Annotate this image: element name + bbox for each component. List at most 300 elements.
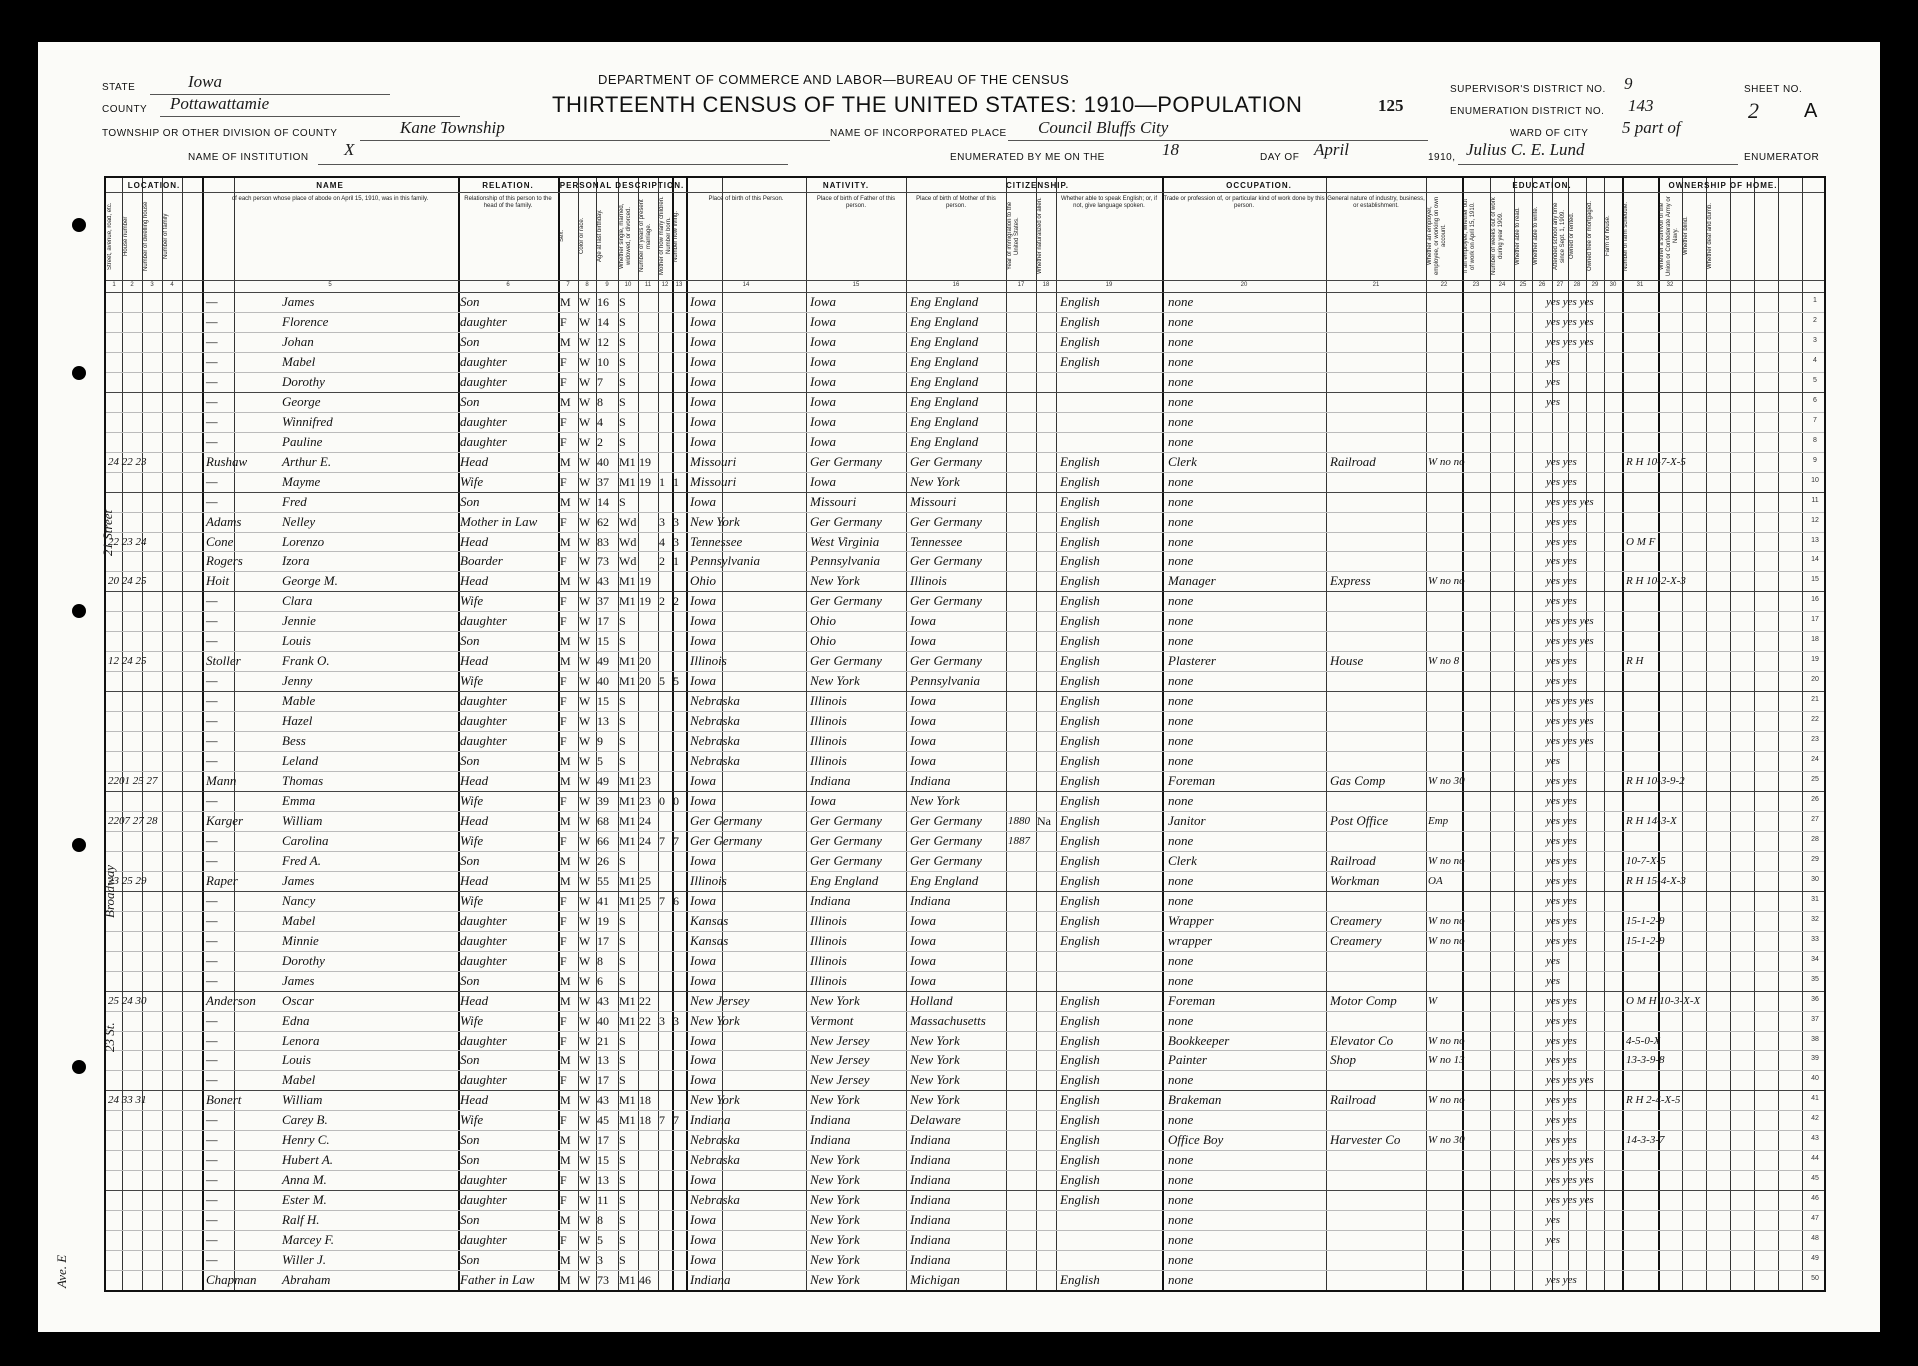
- cell-edu: yes yes: [1546, 894, 1577, 907]
- cell-living: 7: [673, 833, 679, 848]
- cell-age: 37: [597, 474, 609, 489]
- cell-occ: Foreman: [1168, 773, 1216, 789]
- binder-hole: [72, 838, 86, 852]
- column-header: Sex.: [559, 230, 565, 243]
- cell-age: 5: [597, 1233, 603, 1248]
- row-number: 48: [1811, 1235, 1819, 1243]
- cell-pobm: Iowa: [910, 733, 936, 749]
- cell-pobm: Indiana: [910, 1212, 951, 1228]
- column-header: Number of weeks out of work during year 1909.: [1491, 197, 1504, 275]
- cell-sex: M: [560, 454, 571, 469]
- cell-given: Izora: [282, 553, 310, 569]
- cell-race: W: [579, 634, 591, 649]
- cell-lang: English: [1060, 1152, 1100, 1168]
- cell-yrs: 19: [639, 454, 651, 469]
- cell-own: 15-1-2-9: [1626, 914, 1665, 927]
- cell-sex: F: [560, 1173, 567, 1188]
- cell-given: William: [282, 1092, 323, 1108]
- cell-yrs: 23: [639, 794, 651, 808]
- cell-occ: Manager: [1168, 573, 1216, 589]
- cell-occ: none: [1168, 313, 1194, 329]
- cell-surname: —: [206, 693, 218, 709]
- cell-lang: English: [1060, 912, 1100, 928]
- cell-sex: F: [560, 913, 567, 928]
- cell-race: W: [579, 1153, 591, 1168]
- cell-race: W: [579, 474, 591, 489]
- cell-occ: Office Boy: [1168, 1132, 1224, 1148]
- cell-rel: daughter: [460, 733, 507, 749]
- cell-race: W: [579, 295, 591, 309]
- cell-edu: yes yes yes: [1546, 315, 1594, 328]
- cell-rel: Son: [460, 1052, 480, 1068]
- cell-occ: none: [1168, 533, 1194, 549]
- cell-race: W: [579, 594, 591, 609]
- column-header: Whether naturalized or alien.: [1037, 197, 1043, 275]
- column-divider: [1462, 178, 1464, 1290]
- cell-rel: Head: [460, 992, 489, 1008]
- cell-pobm: Illinois: [910, 573, 947, 589]
- cell-ms: S: [619, 913, 626, 928]
- cell-living: 3: [673, 1013, 679, 1028]
- cell-given: Edna: [282, 1012, 310, 1028]
- cell-occ: none: [1168, 1152, 1194, 1168]
- cell-age: 19: [597, 913, 609, 928]
- cell-sex: F: [560, 893, 567, 908]
- cell-pobm: Iowa: [910, 952, 936, 968]
- cell-occ: Foreman: [1168, 992, 1216, 1008]
- column-divider: [1754, 178, 1755, 1290]
- cell-race: W: [579, 813, 591, 828]
- cell-lang: English: [1060, 633, 1100, 649]
- cell-race: W: [579, 833, 591, 848]
- column-number: 10: [624, 282, 632, 288]
- column-divider: [806, 178, 807, 1290]
- cell-given: Minnie: [282, 932, 319, 948]
- cell-age: 13: [597, 714, 609, 729]
- cell-loc: 23 25 29: [108, 874, 147, 887]
- column-divider: [1778, 178, 1779, 1290]
- cell-born: 7: [659, 893, 665, 908]
- cell-rel: daughter: [460, 1072, 507, 1088]
- cell-born: 7: [659, 1113, 665, 1128]
- cell-lang: English: [1060, 593, 1100, 609]
- row-number: 30: [1811, 875, 1819, 883]
- cell-sex: F: [560, 594, 567, 609]
- cell-ind: Railroad: [1330, 1092, 1376, 1108]
- cell-ind: Shop: [1330, 1052, 1356, 1068]
- cell-given: Mabel: [282, 1072, 316, 1088]
- cell-pob: Nebraska: [690, 1192, 740, 1208]
- column-header: Owned or rented.: [1569, 212, 1575, 260]
- cell-rel: Wife: [460, 793, 484, 808]
- cell-pobf: New Jersey: [810, 1032, 870, 1048]
- cell-occ: none: [1168, 473, 1194, 489]
- cell-race: W: [579, 1113, 591, 1128]
- cell-race: W: [579, 394, 591, 409]
- cell-given: Louis: [282, 1052, 311, 1068]
- cell-ms: S: [619, 1193, 626, 1208]
- cell-rel: daughter: [460, 1172, 507, 1188]
- cell-occ: none: [1168, 793, 1194, 808]
- row-number: 20: [1811, 676, 1819, 684]
- cell-age: 68: [597, 813, 609, 828]
- cell-given: Marcey F.: [282, 1232, 334, 1248]
- cell-surname: —: [206, 852, 218, 868]
- cell-pobf: Illinois: [810, 912, 847, 928]
- cell-rel: Boarder: [460, 553, 503, 569]
- enumerator-name: Julius C. E. Lund: [1466, 140, 1585, 159]
- cell-pobm: Eng England: [910, 872, 979, 888]
- cell-ms: S: [619, 314, 626, 329]
- cell-race: W: [579, 1013, 591, 1028]
- cell-occ: none: [1168, 892, 1194, 908]
- column-number: 14: [742, 282, 750, 288]
- cell-pobf: Ger Germany: [810, 653, 882, 669]
- cell-pob: Ger Germany: [690, 812, 762, 828]
- column-header: Mother of how many children. Number born.: [659, 196, 672, 276]
- row-number: 46: [1811, 1195, 1819, 1203]
- cell-race: W: [579, 993, 591, 1008]
- cell-surname: —: [206, 713, 218, 729]
- cell-yrs: 20: [639, 654, 651, 669]
- cell-edu: yes: [1546, 974, 1561, 987]
- column-number: 3: [150, 282, 154, 288]
- row-number: 10: [1811, 476, 1819, 484]
- cell-race: W: [579, 1073, 591, 1088]
- cell-ms: S: [619, 1253, 626, 1268]
- cell-emp: W no no: [1428, 1034, 1465, 1047]
- cell-age: 17: [597, 1133, 609, 1148]
- cell-loc: 20 24 25: [108, 575, 147, 588]
- cell-surname: Hoit: [206, 573, 230, 589]
- enumerated-label: ENUMERATED BY ME ON THE: [950, 152, 1105, 163]
- cell-race: W: [579, 1053, 591, 1068]
- column-divider: [162, 178, 163, 1290]
- cell-pob: Iowa: [690, 333, 716, 349]
- cell-lang: English: [1060, 812, 1100, 828]
- column-header: Number of farm schedule.: [1623, 201, 1629, 271]
- cell-sex: F: [560, 514, 567, 529]
- cell-occ: none: [1168, 1012, 1194, 1028]
- cell-race: W: [579, 1133, 591, 1148]
- cell-pobf: Indiana: [810, 1112, 851, 1128]
- cell-race: W: [579, 314, 591, 329]
- cell-sex: M: [560, 1053, 571, 1068]
- cell-lang: English: [1060, 1272, 1100, 1288]
- cell-emp: W no no: [1428, 934, 1465, 947]
- cell-pobf: Illinois: [810, 693, 847, 709]
- row-number: 35: [1811, 975, 1819, 983]
- cell-pob: Iowa: [690, 493, 716, 509]
- cell-rel: Son: [460, 633, 480, 649]
- cell-lang: English: [1060, 793, 1100, 808]
- cell-pobf: New York: [810, 992, 860, 1008]
- column-divider: [1658, 178, 1660, 1290]
- cell-occ: none: [1168, 673, 1194, 689]
- cell-imm: 1880: [1008, 814, 1030, 827]
- enumerator-label: ENUMERATOR: [1744, 152, 1820, 163]
- cell-age: 55: [597, 873, 609, 888]
- township-underline: [360, 140, 830, 141]
- cell-sex: F: [560, 554, 567, 569]
- cell-pobf: New York: [810, 1272, 860, 1288]
- township-label: TOWNSHIP OR OTHER DIVISION OF COUNTY: [102, 128, 338, 139]
- cell-given: Ralf H.: [282, 1212, 320, 1228]
- cell-age: 14: [597, 494, 609, 509]
- cell-race: W: [579, 853, 591, 868]
- cell-edu: yes yes yes: [1546, 735, 1594, 748]
- sheet-value: 2: [1748, 98, 1759, 123]
- cell-edu: yes yes: [1546, 515, 1577, 528]
- cell-pob: Iowa: [690, 1052, 716, 1068]
- cell-ms: S: [619, 354, 626, 369]
- cell-given: William: [282, 812, 323, 828]
- cell-race: W: [579, 933, 591, 948]
- column-header: Number of family: [163, 213, 169, 259]
- cell-surname: —: [206, 333, 218, 349]
- cell-pobf: Illinois: [810, 753, 847, 769]
- cell-pobf: Ger Germany: [810, 832, 882, 848]
- cell-ms: M1: [619, 873, 636, 888]
- cell-edu: yes yes: [1546, 1014, 1577, 1027]
- cell-own: R H 10-2-X-3: [1626, 575, 1686, 588]
- row-number: 37: [1811, 1015, 1819, 1023]
- cell-yrs: 22: [639, 993, 651, 1008]
- cell-pob: Indiana: [690, 1272, 731, 1288]
- row-number: 17: [1811, 616, 1819, 624]
- cell-pobf: New York: [810, 1232, 860, 1248]
- row-number: 28: [1811, 835, 1819, 843]
- cell-yrs: 25: [639, 873, 651, 888]
- cell-sex: F: [560, 614, 567, 629]
- cell-pob: Iowa: [690, 1172, 716, 1188]
- cell-pob: Indiana: [690, 1112, 731, 1128]
- column-divider: [1036, 178, 1037, 1290]
- cell-given: Winnifred: [282, 413, 333, 429]
- cell-surname: —: [206, 473, 218, 489]
- cell-edu: yes yes: [1546, 655, 1577, 668]
- cell-sex: M: [560, 634, 571, 649]
- row-number: 40: [1811, 1075, 1819, 1083]
- state-label: STATE: [102, 82, 136, 93]
- binder-hole: [72, 604, 86, 618]
- column-divider: [1802, 178, 1803, 1290]
- cell-edu: yes: [1546, 1234, 1561, 1247]
- cell-ind: Post Office: [1330, 812, 1389, 828]
- cell-rel: Son: [460, 852, 480, 868]
- ward-value: 5 part of: [1622, 118, 1681, 137]
- cell-sex: F: [560, 314, 567, 329]
- cell-pobf: Vermont: [810, 1012, 854, 1028]
- cell-yrs: 25: [639, 893, 651, 908]
- cell-ms: S: [619, 394, 626, 409]
- enumeration-month: April: [1314, 140, 1349, 159]
- cell-race: W: [579, 1253, 591, 1268]
- cell-sex: F: [560, 714, 567, 729]
- cell-ind: Railroad: [1330, 453, 1376, 469]
- cell-age: 73: [597, 1273, 609, 1288]
- column-header: Place of birth of Mother of this person.: [916, 196, 996, 209]
- cell-pobm: Massachusetts: [910, 1012, 986, 1028]
- cell-pobm: Eng England: [910, 333, 979, 349]
- cell-surname: Rushaw: [206, 453, 248, 469]
- cell-ms: M1: [619, 1113, 636, 1128]
- cell-occ: Painter: [1168, 1052, 1207, 1068]
- cell-sex: F: [560, 1033, 567, 1048]
- cell-lang: English: [1060, 294, 1100, 309]
- cell-pob: Iowa: [690, 852, 716, 868]
- cell-age: 10: [597, 354, 609, 369]
- cell-occ: none: [1168, 353, 1194, 369]
- cell-ms: S: [619, 933, 626, 948]
- cell-lang: English: [1060, 1052, 1100, 1068]
- cell-ms: M1: [619, 774, 636, 789]
- cell-sex: F: [560, 1193, 567, 1208]
- column-divider: [1706, 178, 1707, 1290]
- cell-edu: yes yes: [1546, 775, 1577, 788]
- cell-pob: Iowa: [690, 1072, 716, 1088]
- column-header: House number: [123, 216, 129, 256]
- cell-own: R H 15-4-X-3: [1626, 874, 1686, 887]
- row-number: 29: [1811, 855, 1819, 863]
- cell-emp: W no 30: [1428, 775, 1465, 788]
- cell-born: 7: [659, 833, 665, 848]
- cell-own: R H: [1626, 655, 1644, 668]
- cell-pobm: Eng England: [910, 413, 979, 429]
- cell-rel: daughter: [460, 932, 507, 948]
- cell-ind: Railroad: [1330, 852, 1376, 868]
- cell-edu: yes yes: [1546, 1134, 1577, 1147]
- cell-surname: Raper: [206, 872, 238, 888]
- cell-ms: S: [619, 634, 626, 649]
- cell-ms: M1: [619, 474, 636, 489]
- cell-age: 8: [597, 1213, 603, 1228]
- column-header: Owned free or mortgaged.: [1587, 200, 1593, 272]
- cell-own: R H 2-4-X-5: [1626, 1094, 1681, 1107]
- cell-ms: S: [619, 1073, 626, 1088]
- cell-surname: —: [206, 1032, 218, 1048]
- cell-rel: Son: [460, 753, 480, 769]
- cell-surname: —: [206, 932, 218, 948]
- cell-given: Nelley: [282, 513, 316, 529]
- row-number: 4: [1813, 356, 1817, 364]
- cell-race: W: [579, 953, 591, 968]
- cell-living: 3: [673, 514, 679, 529]
- cell-edu: yes yes yes: [1546, 1174, 1594, 1187]
- cell-age: 17: [597, 933, 609, 948]
- column-number: 25: [1519, 282, 1527, 288]
- cell-yrs: 20: [639, 674, 651, 689]
- cell-age: 8: [597, 394, 603, 409]
- cell-occ: Clerk: [1168, 852, 1197, 868]
- cell-ms: S: [619, 853, 626, 868]
- street-note: Ave. E: [54, 1254, 69, 1288]
- row-number: 15: [1811, 576, 1819, 584]
- cell-rel: Son: [460, 333, 480, 349]
- cell-pobf: Illinois: [810, 733, 847, 749]
- cell-pob: Iowa: [690, 1252, 716, 1268]
- cell-occ: Janitor: [1168, 812, 1206, 828]
- cell-rel: Head: [460, 1092, 489, 1108]
- row-number: 47: [1811, 1215, 1819, 1223]
- cell-surname: —: [206, 1012, 218, 1028]
- cell-occ: none: [1168, 1112, 1194, 1128]
- cell-ind: Creamery: [1330, 912, 1382, 928]
- cell-lang: English: [1060, 1192, 1100, 1208]
- cell-given: Johan: [282, 333, 314, 349]
- cell-loc: 12 24 25: [108, 655, 147, 668]
- department-line: DEPARTMENT OF COMMERCE AND LABOR—BUREAU OF THE CENSUS: [598, 72, 1070, 87]
- cell-pobm: Ger Germany: [910, 812, 982, 828]
- cell-given: Willer J.: [282, 1252, 327, 1268]
- row-number: 43: [1811, 1135, 1819, 1143]
- column-divider: [686, 178, 688, 1290]
- cell-pob: Nebraska: [690, 713, 740, 729]
- cell-rel: Son: [460, 972, 480, 988]
- cell-age: 11: [597, 1193, 609, 1208]
- cell-edu: yes yes: [1546, 834, 1577, 847]
- column-number: 19: [1105, 282, 1113, 288]
- cell-given: Louis: [282, 633, 311, 649]
- cell-pob: New York: [690, 1092, 740, 1108]
- cell-occ: wrapper: [1168, 932, 1213, 948]
- cell-rel: Head: [460, 812, 489, 828]
- cell-own: O M H 10-3-X-X: [1626, 994, 1701, 1007]
- cell-pobm: Ger Germany: [910, 852, 982, 868]
- cell-sex: F: [560, 933, 567, 948]
- cell-pob: Nebraska: [690, 733, 740, 749]
- cell-ms: S: [619, 614, 626, 629]
- column-number: 8: [585, 282, 589, 288]
- cell-pobm: New York: [910, 793, 960, 808]
- cell-edu: yes yes yes: [1546, 715, 1594, 728]
- cell-emp: W no no: [1428, 914, 1465, 927]
- row-number: 16: [1811, 596, 1819, 604]
- cell-occ: none: [1168, 1252, 1194, 1268]
- cell-rel: daughter: [460, 912, 507, 928]
- header-divider: [106, 280, 1824, 281]
- cell-occ: none: [1168, 373, 1194, 389]
- cell-living: 0: [673, 794, 679, 808]
- cell-born: 5: [659, 674, 665, 689]
- cell-surname: —: [206, 1192, 218, 1208]
- cell-pobf: New York: [810, 1192, 860, 1208]
- cell-pobf: Ger Germany: [810, 453, 882, 469]
- cell-age: 16: [597, 295, 609, 309]
- cell-age: 83: [597, 534, 609, 549]
- column-header: Whether a survivor of the Union or Confederate Army or Navy.: [1659, 196, 1679, 276]
- column-header: Attended school any time since Sept. 1, 1909.: [1553, 202, 1566, 270]
- cell-given: Mabel: [282, 353, 316, 369]
- column-number: 21: [1372, 282, 1380, 288]
- column-group-header: PERSONAL DESCRIPTION.: [559, 181, 685, 190]
- cell-ms: M1: [619, 833, 636, 848]
- cell-given: James: [282, 294, 315, 309]
- county-label: COUNTY: [102, 104, 148, 115]
- cell-pob: Iowa: [690, 294, 716, 309]
- cell-age: 9: [597, 734, 603, 749]
- column-divider: [1730, 178, 1731, 1290]
- cell-ind: House: [1330, 653, 1364, 669]
- cell-pob: Missouri: [690, 473, 737, 489]
- cell-rel: daughter: [460, 433, 507, 449]
- row-number: 50: [1811, 1275, 1819, 1283]
- cell-pobm: Indiana: [910, 1172, 951, 1188]
- cell-pobf: New Jersey: [810, 1072, 870, 1088]
- cell-emp: W no no: [1428, 455, 1465, 468]
- cell-surname: —: [206, 1152, 218, 1168]
- cell-ind: Creamery: [1330, 932, 1382, 948]
